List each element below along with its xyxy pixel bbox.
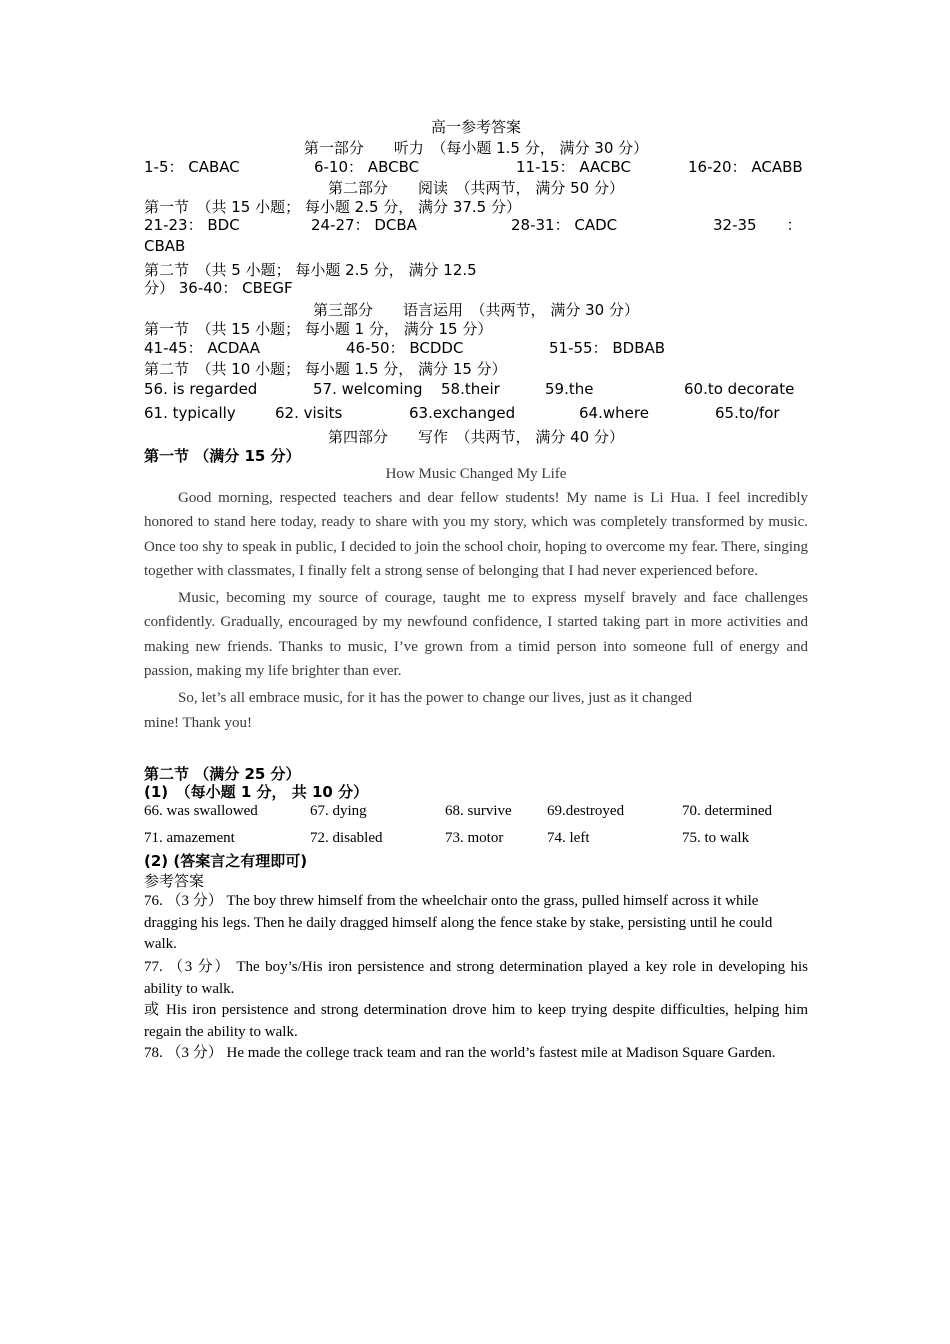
answer-76: 76. （3 分） The boy threw himself from the wheelchair onto the grass, pulled himself across it while dragging his legs. Then he daily dragged himself along the fence stake by stake, persisting until he could walk. bbox=[144, 893, 773, 952]
reference-label: 参考答案 bbox=[144, 872, 205, 890]
section-heading-answers: 分） 36-40： CBEGF bbox=[144, 279, 293, 297]
answer-78: 78. （3 分） He made the college track team and ran the world’s fastest mile at Madison Square Garden. bbox=[144, 1045, 776, 1061]
essay-closing-line: mine! Thank you! bbox=[144, 714, 253, 731]
answer-group: 11-15： AACBC bbox=[516, 158, 632, 176]
answer-item: 56. is regarded bbox=[144, 380, 258, 398]
section-heading: 第一节 （共 15 小题； 每小题 1 分， 满分 15 分） bbox=[144, 320, 493, 338]
answer-item: 75. to walk bbox=[682, 830, 750, 846]
section-heading: 第一节 （满分 15 分） bbox=[144, 447, 301, 465]
answer-item: 58.their bbox=[441, 380, 500, 398]
essay-paragraph: Good morning, respected teachers and dear fellow students! My name is Li Hua. I feel incredibly honored to stand here today, ready to share with you my story, which was completely transformed by music. Once too shy to speak in public, I decided to join the school choir, hoping to overcome my fear. There, singing together with classmates, I finally felt a strong sense of belonging that I had never experienced before. bbox=[144, 490, 808, 579]
answer-item: 74. left bbox=[547, 830, 590, 846]
answer-item: 70. determined bbox=[682, 803, 772, 819]
subsection-heading: (2) (答案言之有理即可) bbox=[144, 852, 308, 870]
page-title: 高一参考答案 bbox=[430, 118, 521, 136]
answer-item: 59.the bbox=[545, 380, 594, 398]
section-heading: 第一节 （共 15 小题； 每小题 2.5 分， 满分 37.5 分） bbox=[144, 198, 521, 216]
section-heading: 第二节 （满分 25 分） bbox=[144, 765, 301, 783]
part1-heading: 第一部分 听力 （每小题 1.5 分， 满分 30 分） bbox=[303, 139, 649, 157]
answer-item: 67. dying bbox=[310, 803, 367, 819]
answer-group: 6-10： ABCBC bbox=[314, 158, 420, 176]
answer-group: 1-5： CABAC bbox=[144, 158, 240, 176]
answer-item: 63.exchanged bbox=[409, 404, 516, 422]
essay-paragraph bbox=[144, 686, 808, 735]
answer-item: 73. motor bbox=[445, 830, 504, 846]
answer-group: 16-20： ACABB bbox=[688, 158, 803, 176]
answer-item: 65.to/for bbox=[715, 404, 780, 422]
answer-item: 57. welcoming bbox=[313, 380, 423, 398]
answer-item: 66. was swallowed bbox=[144, 803, 258, 819]
part3-heading: 第三部分 语言运用 （共两节， 满分 30 分） bbox=[313, 301, 639, 319]
part2-heading: 第二部分 阅读 （共两节， 满分 50 分） bbox=[328, 179, 624, 197]
answer-77-alternative: 或 His iron persistence and strong determination drove him to keep trying despite difficulties, helping him regain the ability to walk. bbox=[144, 1002, 808, 1040]
answer-group: 41-45： ACDAA bbox=[144, 339, 261, 357]
essay-paragraph: Music, becoming my source of courage, taught me to express myself bravely and face challenges confidently. Gradually, encouraged by my newfound confidence, I started taking part in more activities and making new friends. Thanks to music, I’ve grown from a timid person into someone full of energy and passion, making my life brighter than ever. bbox=[144, 590, 808, 680]
part4-heading: 第四部分 写作 （共两节， 满分 40 分） bbox=[328, 428, 624, 446]
essay-closing-line: So, let’s all embrace music, for it has the power to change our lives, just as it changed bbox=[178, 690, 693, 707]
section-heading: 第二节 （共 5 小题； 每小题 2.5 分， 满分 12.5 bbox=[144, 261, 477, 279]
answer-group: 51-55： BDBAB bbox=[549, 339, 666, 357]
answer-item: 71. amazement bbox=[144, 830, 235, 846]
answer-item: 62. visits bbox=[275, 404, 343, 422]
essay-body bbox=[144, 486, 808, 735]
answer-item: 64.where bbox=[579, 404, 649, 422]
answer-group: 21-23： BDC bbox=[144, 216, 240, 234]
essay-title: How Music Changed My Life bbox=[385, 466, 567, 482]
answer-item: 69.destroyed bbox=[547, 803, 625, 819]
answer-item: 72. disabled bbox=[310, 830, 383, 846]
answer-group-wrap: CBAB bbox=[144, 237, 186, 255]
answer-item: 61. typically bbox=[144, 404, 236, 422]
answer-item: 68. survive bbox=[445, 803, 512, 819]
answer-item: 60.to decorate bbox=[684, 380, 795, 398]
answer-group: 46-50： BCDDC bbox=[346, 339, 464, 357]
subsection-heading: (1) （每小题 1 分， 共 10 分） bbox=[144, 783, 369, 801]
answer-group: 24-27： DCBA bbox=[311, 216, 417, 234]
answer-group: 28-31： CADC bbox=[511, 216, 618, 234]
section-heading: 第二节 （共 10 小题； 每小题 1.5 分， 满分 15 分） bbox=[144, 360, 507, 378]
answer-group: 32-35 ： bbox=[713, 216, 802, 234]
answer-77: 77. （3 分） The boy’s/His iron persistence and strong determination played a key role in developing his ability to walk. bbox=[144, 959, 808, 997]
